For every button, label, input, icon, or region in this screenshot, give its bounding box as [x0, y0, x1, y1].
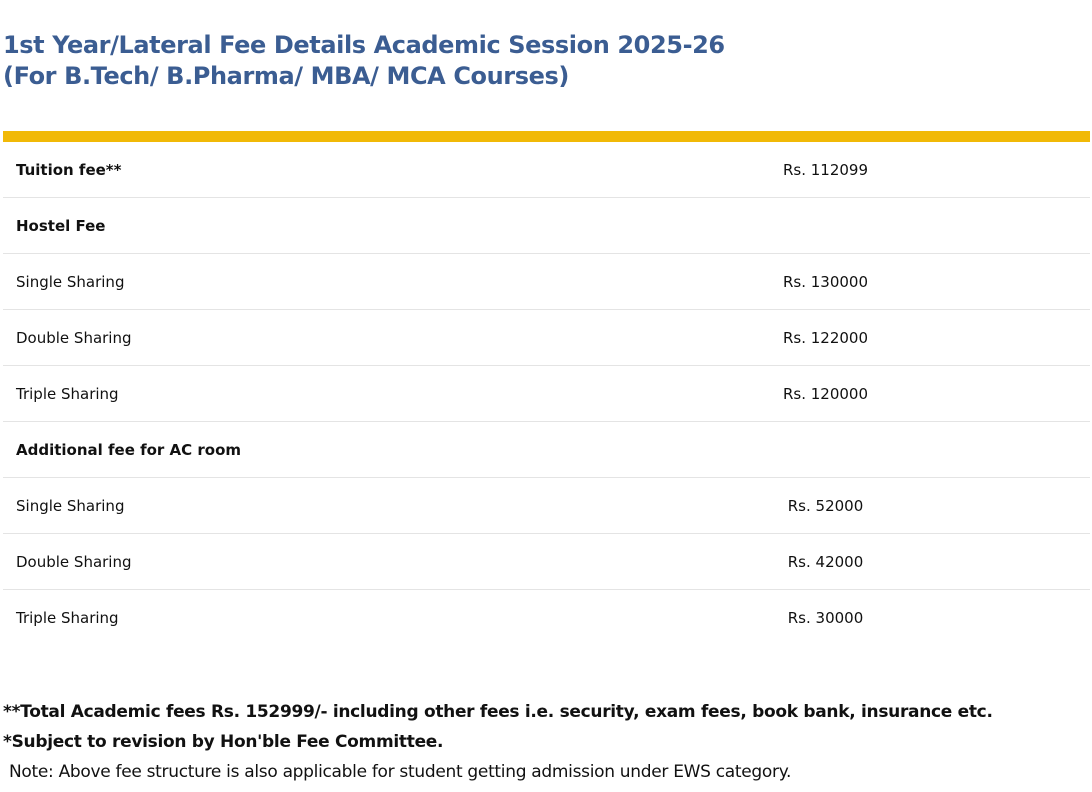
empty-cell [1008, 422, 1090, 478]
ews-note: Note: Above fee structure is also applicable for student getting admission under EWS category. [9, 762, 792, 782]
fee-amount: Rs. 112099 [643, 142, 1008, 198]
fee-amount [643, 422, 1008, 478]
page-title-line-2: (For B.Tech/ B.Pharma/ MBA/ MCA Courses) [3, 62, 569, 90]
fee-label: Triple Sharing [3, 366, 643, 422]
total-fee-note: **Total Academic fees Rs. 152999/- including other fees i.e. security, exam fees, book bank, insurance etc. [3, 702, 993, 722]
fee-amount: Rs. 130000 [643, 254, 1008, 310]
table-row [3, 366, 1090, 422]
fee-label: Triple Sharing [16, 608, 119, 627]
fee-notes [3, 697, 993, 787]
page-title [3, 30, 725, 92]
empty-cell [1008, 310, 1090, 366]
table-header-accent-bar [3, 131, 1090, 142]
fee-amount: Rs. 52000 [643, 478, 1008, 534]
empty-cell [1008, 366, 1090, 422]
table-row [3, 422, 1090, 478]
table-row [3, 198, 1090, 254]
fee-amount: Rs. 30000 [787, 608, 864, 627]
table-row [3, 310, 1090, 366]
empty-cell [1008, 142, 1090, 198]
table-row [3, 590, 1090, 646]
empty-cell [1008, 254, 1090, 310]
fee-label: Double Sharing [3, 534, 643, 590]
empty-cell [1008, 478, 1090, 534]
fee-amount [643, 198, 1008, 254]
fee-label: Single Sharing [3, 478, 643, 534]
fee-label: Tuition fee** [3, 142, 643, 198]
fee-amount: Rs. 122000 [643, 310, 1008, 366]
fee-label: Double Sharing [3, 310, 643, 366]
fee-label: Single Sharing [3, 254, 643, 310]
fee-table [3, 142, 1090, 645]
revision-note: *Subject to revision by Hon'ble Fee Committee. [3, 732, 444, 752]
empty-cell [1008, 534, 1090, 590]
section-heading: Additional fee for AC room [3, 422, 643, 478]
empty-cell [1008, 590, 1090, 646]
fee-amount: Rs. 42000 [643, 534, 1008, 590]
page-title-line-1: 1st Year/Lateral Fee Details Academic Session 2025-26 [3, 31, 725, 59]
empty-cell [1008, 198, 1090, 254]
section-heading: Hostel Fee [3, 198, 643, 254]
table-row [3, 142, 1090, 198]
table-row [3, 534, 1090, 590]
fee-amount: Rs. 120000 [643, 366, 1008, 422]
table-row [3, 254, 1090, 310]
table-row [3, 478, 1090, 534]
